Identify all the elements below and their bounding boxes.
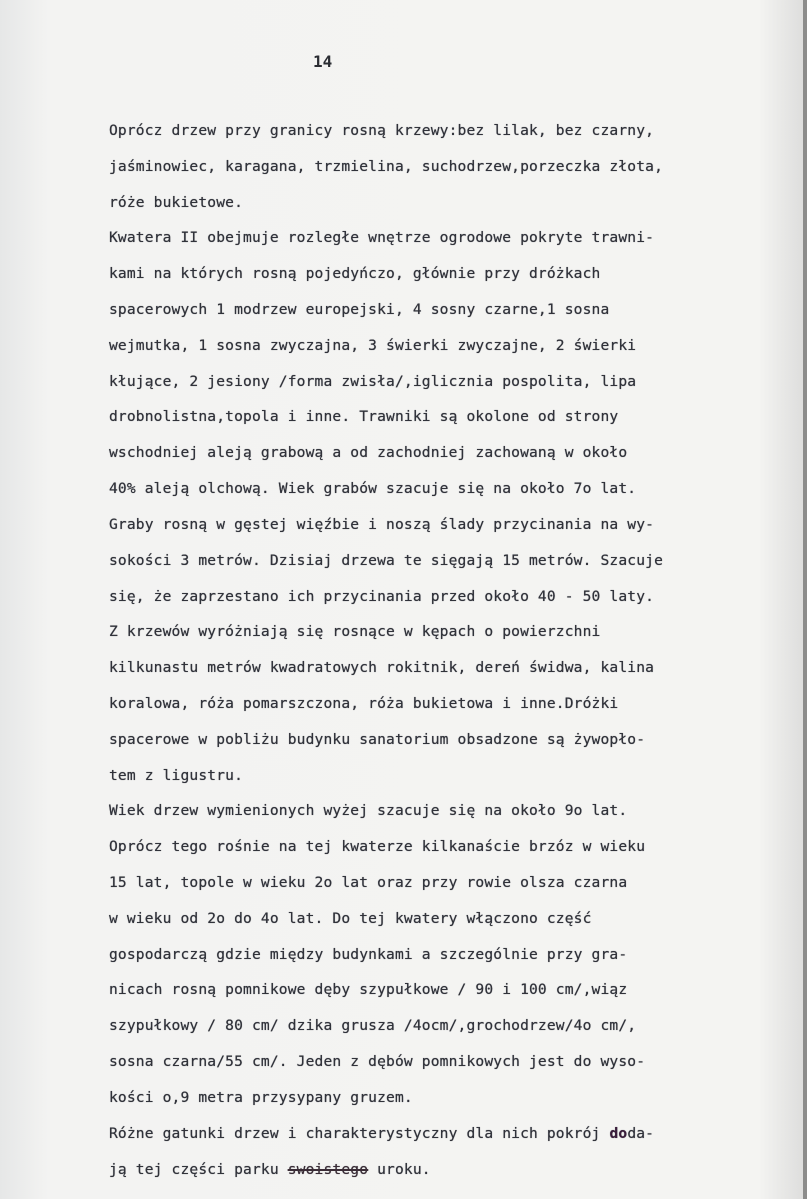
text-line: Oprócz drzew przy granicy rosną krzewy:bez lilak, bez czarny, — [109, 122, 655, 139]
text-line: Wiek drzew wymienionych wyżej szacuje się na około 9o lat. — [109, 802, 628, 819]
text-line: kilkunastu metrów kwadratowych rokitnik, dereń świdwa, kalina — [109, 659, 655, 676]
text-line: kości o,9 metra przysypany gruzem. — [109, 1089, 413, 1106]
text-line: sosna czarna/55 cm/. Jeden z dębów pomnikowych jest do wyso- — [109, 1053, 646, 1070]
scan-edge — [803, 0, 807, 1199]
text-segment: Różne gatunki drzew i charakterystyczny dla nich pokrój — [109, 1125, 610, 1142]
text-line: Kwatera II obejmuje rozległe wnętrze ogrodowe pokryte trawni- — [109, 229, 655, 246]
text-line: 40% aleją olchową. Wiek grabów szacuje się na około 7o lat. — [109, 480, 637, 497]
text-line: tem z ligustru. — [109, 767, 244, 784]
text-line: wejmutka, 1 sosna zwyczajna, 3 świerki zwyczajne, 2 świerki — [109, 337, 637, 354]
text-segment: ją tej części parku — [109, 1161, 288, 1178]
text-line: nicach rosną pomnikowe dęby szypułkowe / 90 i 100 cm/,wiąz — [109, 981, 628, 998]
text-line: Oprócz tego rośnie na tej kwaterze kilkanaście brzóz w wieku — [109, 838, 646, 855]
text-line: 15 lat, topole w wieku 2o lat oraz przy rowie olsza czarna — [109, 874, 628, 891]
text-line: jaśminowiec, karagana, trzmielina, suchodrzew,porzeczka złota, — [109, 158, 664, 175]
text-line: szypułkowy / 80 cm/ dzika grusza /4ocm/,grochodrzew/4o cm/, — [109, 1017, 637, 1034]
text-line: Z krzewów wyróżniają się rosnące w kępach o powierzchni — [109, 623, 601, 640]
page-number: 14 — [313, 52, 333, 71]
text-line: spacerowych 1 modrzew europejski, 4 sosny czarne,1 sosna — [109, 301, 610, 318]
text-line: spacerowe w pobliżu budynku sanatorium obsadzone są żywopło- — [109, 731, 646, 748]
text-line: drobnolistna,topola i inne. Trawniki są okolone od strony — [109, 408, 619, 425]
struck-word: swoistego — [287, 1161, 369, 1178]
text-line: róże bukietowe. — [109, 194, 244, 211]
text-line: wschodniej aleją grabową a od zachodniej zachowaną w około — [109, 444, 628, 461]
text-line: kami na których rosną pojedyńczo, głównie przy dróżkach — [109, 265, 601, 282]
text-segment: da- — [627, 1125, 655, 1142]
text-line: się, że zaprzestano ich przycinania przed około 40 - 50 laty. — [109, 588, 655, 605]
text-line — [109, 1160, 785, 1180]
text-segment: uroku. — [368, 1161, 431, 1178]
text-line: gospodarczą gdzie między budynkami a szczególnie przy gra- — [109, 946, 628, 963]
text-line: w wieku od 2o do 4o lat. Do tej kwatery włączono część — [109, 910, 592, 927]
text-line: Graby rosną w gęstej więźbie i noszą ślady przycinania na wy- — [109, 516, 655, 533]
handwritten-correction: do — [609, 1125, 628, 1142]
text-line: sokości 3 metrów. Dzisiaj drzewa te sięgają 15 metrów. Szacuje — [109, 552, 664, 569]
text-line — [109, 1124, 785, 1144]
text-line: koralowa, róża pomarszczona, róża bukietowa i inne.Dróżki — [109, 695, 619, 712]
text-line: kłujące, 2 jesiony /forma zwisła/,iglicznia pospolita, lipa — [109, 373, 637, 390]
